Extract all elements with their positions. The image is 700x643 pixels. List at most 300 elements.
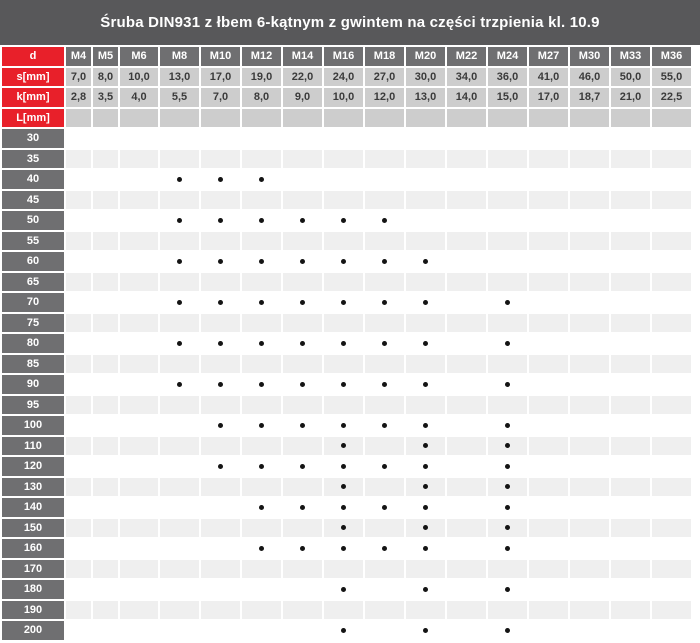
- col-header-m12: M12: [242, 47, 281, 66]
- length-row-label: 50: [2, 211, 64, 230]
- spec-value-cell: [201, 109, 240, 128]
- grid-cell-180-m8: [160, 580, 199, 599]
- grid-cell-40-m5: [93, 170, 118, 189]
- grid-cell-140-m30: [570, 498, 609, 517]
- availability-dot-marker: [423, 546, 428, 551]
- grid-cell-180-m18: [365, 580, 404, 599]
- grid-cell-190-m8: [160, 601, 199, 620]
- diameter-corner-label: d: [2, 47, 64, 66]
- availability-dot-marker: [382, 259, 387, 264]
- grid-cell-60-m6: [120, 252, 158, 271]
- grid-cell-45-m27: [529, 191, 568, 210]
- length-row-65: [2, 273, 691, 292]
- grid-cell-95-m5: [93, 396, 118, 415]
- grid-cell-110-m12: [242, 437, 281, 456]
- grid-cell-190-m12: [242, 601, 281, 620]
- grid-cell-90-m10: [201, 375, 240, 394]
- grid-cell-120-m8: [160, 457, 199, 476]
- grid-cell-85-m16: [324, 355, 363, 374]
- availability-dot-marker: [259, 382, 264, 387]
- grid-cell-130-m10: [201, 478, 240, 497]
- grid-cell-140-m24: [488, 498, 527, 517]
- availability-dot-marker: [300, 505, 305, 510]
- col-header-m4: M4: [66, 47, 91, 66]
- grid-cell-70-m33: [611, 293, 650, 312]
- availability-dot-marker: [505, 464, 510, 469]
- grid-cell-50-m20: [406, 211, 445, 230]
- grid-cell-65-m33: [611, 273, 650, 292]
- grid-cell-80-m10: [201, 334, 240, 353]
- length-row-160: [2, 539, 691, 558]
- grid-cell-150-m22: [447, 519, 486, 538]
- grid-cell-70-m30: [570, 293, 609, 312]
- grid-cell-75-m30: [570, 314, 609, 333]
- grid-cell-190-m30: [570, 601, 609, 620]
- grid-cell-45-m33: [611, 191, 650, 210]
- availability-dot-marker: [423, 300, 428, 305]
- grid-cell-110-m24: [488, 437, 527, 456]
- grid-cell-110-m16: [324, 437, 363, 456]
- grid-cell-100-m33: [611, 416, 650, 435]
- grid-cell-170-m33: [611, 560, 650, 579]
- header-row: [2, 47, 691, 66]
- grid-cell-85-m6: [120, 355, 158, 374]
- grid-cell-180-m33: [611, 580, 650, 599]
- availability-dot-marker: [259, 464, 264, 469]
- spec-value-cell: [120, 109, 158, 128]
- grid-cell-40-m12: [242, 170, 281, 189]
- length-row-70: [2, 293, 691, 312]
- spec-value-cell: [242, 109, 281, 128]
- grid-cell-140-m8: [160, 498, 199, 517]
- grid-cell-70-m4: [66, 293, 91, 312]
- grid-cell-180-m14: [283, 580, 322, 599]
- availability-dot-marker: [382, 546, 387, 551]
- grid-cell-180-m5: [93, 580, 118, 599]
- grid-cell-45-m22: [447, 191, 486, 210]
- availability-dot-marker: [505, 423, 510, 428]
- grid-cell-190-m4: [66, 601, 91, 620]
- length-row-label: 95: [2, 396, 64, 415]
- grid-cell-90-m33: [611, 375, 650, 394]
- availability-dot-marker: [259, 300, 264, 305]
- grid-cell-50-m5: [93, 211, 118, 230]
- availability-dot-marker: [341, 587, 346, 592]
- col-header-m16: M16: [324, 47, 363, 66]
- grid-cell-180-m36: [652, 580, 691, 599]
- spec-value-cell: 30,0: [406, 68, 445, 87]
- grid-cell-110-m5: [93, 437, 118, 456]
- grid-cell-30-m4: [66, 129, 91, 148]
- grid-cell-65-m36: [652, 273, 691, 292]
- spec-value-cell: [529, 109, 568, 128]
- grid-cell-70-m20: [406, 293, 445, 312]
- grid-cell-120-m24: [488, 457, 527, 476]
- grid-cell-35-m33: [611, 150, 650, 169]
- length-row-110: [2, 437, 691, 456]
- grid-cell-90-m5: [93, 375, 118, 394]
- grid-cell-55-m36: [652, 232, 691, 251]
- spec-value-cell: [488, 109, 527, 128]
- grid-cell-90-m12: [242, 375, 281, 394]
- spec-value-cell: 50,0: [611, 68, 650, 87]
- grid-cell-65-m22: [447, 273, 486, 292]
- grid-cell-30-m36: [652, 129, 691, 148]
- grid-cell-190-m18: [365, 601, 404, 620]
- grid-cell-60-m16: [324, 252, 363, 271]
- grid-cell-40-m4: [66, 170, 91, 189]
- grid-cell-160-m12: [242, 539, 281, 558]
- grid-cell-140-m5: [93, 498, 118, 517]
- grid-cell-35-m24: [488, 150, 527, 169]
- grid-cell-150-m4: [66, 519, 91, 538]
- grid-cell-200-m30: [570, 621, 609, 640]
- grid-cell-130-m27: [529, 478, 568, 497]
- grid-cell-110-m22: [447, 437, 486, 456]
- length-row-label: 60: [2, 252, 64, 271]
- length-row-60: [2, 252, 691, 271]
- grid-cell-45-m30: [570, 191, 609, 210]
- length-row-200: [2, 621, 691, 640]
- grid-cell-140-m4: [66, 498, 91, 517]
- grid-cell-40-m10: [201, 170, 240, 189]
- grid-cell-95-m10: [201, 396, 240, 415]
- grid-cell-100-m14: [283, 416, 322, 435]
- length-row-55: [2, 232, 691, 251]
- spec-value-cell: 19,0: [242, 68, 281, 87]
- grid-cell-200-m36: [652, 621, 691, 640]
- grid-cell-75-m20: [406, 314, 445, 333]
- grid-cell-60-m20: [406, 252, 445, 271]
- spec-value-cell: 17,0: [529, 88, 568, 107]
- grid-cell-30-m5: [93, 129, 118, 148]
- grid-cell-75-m24: [488, 314, 527, 333]
- availability-dot-marker: [341, 382, 346, 387]
- availability-dot-marker: [382, 423, 387, 428]
- grid-cell-100-m18: [365, 416, 404, 435]
- availability-dot-marker: [218, 300, 223, 305]
- spec-value-cell: [66, 109, 91, 128]
- grid-cell-80-m14: [283, 334, 322, 353]
- length-row-label: 90: [2, 375, 64, 394]
- grid-cell-190-m5: [93, 601, 118, 620]
- grid-cell-50-m12: [242, 211, 281, 230]
- grid-cell-120-m27: [529, 457, 568, 476]
- grid-cell-160-m33: [611, 539, 650, 558]
- grid-cell-200-m14: [283, 621, 322, 640]
- grid-cell-70-m8: [160, 293, 199, 312]
- grid-cell-75-m16: [324, 314, 363, 333]
- availability-dot-marker: [218, 464, 223, 469]
- grid-cell-110-m14: [283, 437, 322, 456]
- availability-dot-marker: [341, 525, 346, 530]
- grid-cell-55-m8: [160, 232, 199, 251]
- grid-cell-55-m18: [365, 232, 404, 251]
- length-row-label: 30: [2, 129, 64, 148]
- length-row-85: [2, 355, 691, 374]
- availability-dot-marker: [382, 464, 387, 469]
- grid-cell-75-m10: [201, 314, 240, 333]
- grid-cell-60-m5: [93, 252, 118, 271]
- grid-cell-100-m30: [570, 416, 609, 435]
- grid-cell-95-m14: [283, 396, 322, 415]
- availability-dot-marker: [341, 259, 346, 264]
- grid-cell-130-m36: [652, 478, 691, 497]
- availability-dot-marker: [300, 423, 305, 428]
- grid-cell-40-m24: [488, 170, 527, 189]
- grid-cell-60-m8: [160, 252, 199, 271]
- grid-cell-85-m10: [201, 355, 240, 374]
- length-row-120: [2, 457, 691, 476]
- spec-value-cell: [406, 109, 445, 128]
- availability-dot-marker: [423, 443, 428, 448]
- col-header-m36: M36: [652, 47, 691, 66]
- availability-dot-marker: [341, 443, 346, 448]
- grid-cell-85-m18: [365, 355, 404, 374]
- length-row-label: 70: [2, 293, 64, 312]
- grid-cell-35-m10: [201, 150, 240, 169]
- grid-cell-80-m27: [529, 334, 568, 353]
- grid-cell-110-m8: [160, 437, 199, 456]
- grid-cell-75-m12: [242, 314, 281, 333]
- availability-dot-marker: [423, 587, 428, 592]
- grid-cell-65-m8: [160, 273, 199, 292]
- grid-cell-150-m10: [201, 519, 240, 538]
- availability-dot-marker: [259, 177, 264, 182]
- grid-cell-65-m10: [201, 273, 240, 292]
- grid-cell-30-m33: [611, 129, 650, 148]
- grid-cell-120-m22: [447, 457, 486, 476]
- spec-row-label: k[mm]: [2, 88, 64, 107]
- spec-value-cell: 55,0: [652, 68, 691, 87]
- length-row-label: 100: [2, 416, 64, 435]
- grid-cell-150-m36: [652, 519, 691, 538]
- grid-cell-120-m16: [324, 457, 363, 476]
- grid-cell-190-m33: [611, 601, 650, 620]
- grid-cell-95-m22: [447, 396, 486, 415]
- col-header-m22: M22: [447, 47, 486, 66]
- grid-cell-160-m10: [201, 539, 240, 558]
- grid-cell-140-m6: [120, 498, 158, 517]
- grid-cell-190-m22: [447, 601, 486, 620]
- grid-cell-55-m14: [283, 232, 322, 251]
- grid-cell-120-m4: [66, 457, 91, 476]
- grid-cell-65-m4: [66, 273, 91, 292]
- spec-value-cell: [93, 109, 118, 128]
- availability-dot-marker: [505, 443, 510, 448]
- grid-cell-180-m24: [488, 580, 527, 599]
- grid-cell-130-m20: [406, 478, 445, 497]
- grid-cell-160-m8: [160, 539, 199, 558]
- availability-dot-marker: [505, 546, 510, 551]
- grid-cell-55-m6: [120, 232, 158, 251]
- grid-cell-170-m24: [488, 560, 527, 579]
- grid-cell-160-m20: [406, 539, 445, 558]
- spec-value-cell: 10,0: [120, 68, 158, 87]
- spec-value-cell: [652, 109, 691, 128]
- spec-row-label: s[mm]: [2, 68, 64, 87]
- length-row-30: [2, 129, 691, 148]
- grid-cell-45-m14: [283, 191, 322, 210]
- grid-cell-120-m5: [93, 457, 118, 476]
- grid-cell-190-m20: [406, 601, 445, 620]
- availability-dot-marker: [423, 423, 428, 428]
- grid-cell-200-m20: [406, 621, 445, 640]
- grid-cell-60-m24: [488, 252, 527, 271]
- grid-cell-160-m36: [652, 539, 691, 558]
- grid-cell-130-m6: [120, 478, 158, 497]
- grid-cell-85-m4: [66, 355, 91, 374]
- grid-cell-50-m30: [570, 211, 609, 230]
- length-row-75: [2, 314, 691, 333]
- grid-cell-100-m10: [201, 416, 240, 435]
- grid-cell-90-m8: [160, 375, 199, 394]
- title-bar: [0, 0, 700, 45]
- grid-cell-70-m6: [120, 293, 158, 312]
- grid-cell-60-m36: [652, 252, 691, 271]
- length-row-190: [2, 601, 691, 620]
- grid-cell-170-m36: [652, 560, 691, 579]
- grid-cell-55-m5: [93, 232, 118, 251]
- grid-cell-45-m4: [66, 191, 91, 210]
- grid-cell-160-m22: [447, 539, 486, 558]
- spec-value-cell: 22,0: [283, 68, 322, 87]
- length-row-label: 120: [2, 457, 64, 476]
- grid-cell-140-m33: [611, 498, 650, 517]
- grid-cell-50-m27: [529, 211, 568, 230]
- grid-cell-140-m16: [324, 498, 363, 517]
- grid-cell-90-m20: [406, 375, 445, 394]
- grid-cell-60-m12: [242, 252, 281, 271]
- availability-dot-marker: [218, 259, 223, 264]
- spec-value-cell: [365, 109, 404, 128]
- grid-cell-170-m6: [120, 560, 158, 579]
- availability-dot-marker: [382, 505, 387, 510]
- grid-cell-45-m5: [93, 191, 118, 210]
- grid-cell-180-m27: [529, 580, 568, 599]
- grid-cell-100-m27: [529, 416, 568, 435]
- grid-cell-190-m24: [488, 601, 527, 620]
- grid-cell-150-m12: [242, 519, 281, 538]
- grid-cell-140-m27: [529, 498, 568, 517]
- length-row-170: [2, 560, 691, 579]
- grid-cell-120-m30: [570, 457, 609, 476]
- grid-cell-55-m16: [324, 232, 363, 251]
- length-row-label: 180: [2, 580, 64, 599]
- grid-cell-75-m6: [120, 314, 158, 333]
- grid-cell-55-m12: [242, 232, 281, 251]
- length-row-label: 35: [2, 150, 64, 169]
- availability-dot-marker: [423, 464, 428, 469]
- availability-dot-marker: [505, 525, 510, 530]
- availability-dot-marker: [341, 464, 346, 469]
- grid-cell-40-m8: [160, 170, 199, 189]
- grid-cell-170-m16: [324, 560, 363, 579]
- availability-dot-marker: [423, 259, 428, 264]
- grid-cell-85-m24: [488, 355, 527, 374]
- availability-dot-marker: [300, 464, 305, 469]
- grid-cell-45-m24: [488, 191, 527, 210]
- grid-cell-30-m6: [120, 129, 158, 148]
- availability-dot-marker: [505, 587, 510, 592]
- grid-cell-85-m33: [611, 355, 650, 374]
- grid-cell-70-m24: [488, 293, 527, 312]
- grid-cell-85-m27: [529, 355, 568, 374]
- grid-cell-130-m14: [283, 478, 322, 497]
- grid-cell-50-m33: [611, 211, 650, 230]
- din-table-body: [2, 47, 691, 640]
- grid-cell-180-m10: [201, 580, 240, 599]
- grid-cell-120-m18: [365, 457, 404, 476]
- availability-dot-marker: [423, 505, 428, 510]
- grid-cell-85-m36: [652, 355, 691, 374]
- grid-cell-35-m4: [66, 150, 91, 169]
- spec-value-cell: 21,0: [611, 88, 650, 107]
- grid-cell-150-m30: [570, 519, 609, 538]
- grid-cell-40-m20: [406, 170, 445, 189]
- grid-cell-35-m5: [93, 150, 118, 169]
- grid-cell-100-m20: [406, 416, 445, 435]
- grid-cell-65-m6: [120, 273, 158, 292]
- spec-value-cell: 18,7: [570, 88, 609, 107]
- grid-cell-140-m20: [406, 498, 445, 517]
- grid-cell-100-m16: [324, 416, 363, 435]
- grid-cell-140-m14: [283, 498, 322, 517]
- grid-cell-85-m20: [406, 355, 445, 374]
- grid-cell-75-m5: [93, 314, 118, 333]
- grid-cell-150-m20: [406, 519, 445, 538]
- length-row-label: 80: [2, 334, 64, 353]
- availability-dot-marker: [259, 259, 264, 264]
- availability-dot-marker: [218, 177, 223, 182]
- grid-cell-90-m22: [447, 375, 486, 394]
- grid-cell-90-m6: [120, 375, 158, 394]
- availability-dot-marker: [341, 341, 346, 346]
- grid-cell-140-m22: [447, 498, 486, 517]
- grid-cell-50-m8: [160, 211, 199, 230]
- grid-cell-95-m24: [488, 396, 527, 415]
- grid-cell-50-m10: [201, 211, 240, 230]
- grid-cell-170-m10: [201, 560, 240, 579]
- grid-cell-150-m6: [120, 519, 158, 538]
- spec-value-cell: [324, 109, 363, 128]
- col-header-m27: M27: [529, 47, 568, 66]
- availability-dot-marker: [341, 300, 346, 305]
- grid-cell-35-m6: [120, 150, 158, 169]
- grid-cell-150-m8: [160, 519, 199, 538]
- grid-cell-130-m4: [66, 478, 91, 497]
- grid-cell-30-m14: [283, 129, 322, 148]
- spec-value-cell: 7,0: [66, 68, 91, 87]
- grid-cell-45-m36: [652, 191, 691, 210]
- grid-cell-130-m16: [324, 478, 363, 497]
- grid-cell-65-m16: [324, 273, 363, 292]
- availability-dot-marker: [177, 382, 182, 387]
- grid-cell-200-m6: [120, 621, 158, 640]
- grid-cell-80-m18: [365, 334, 404, 353]
- grid-cell-120-m20: [406, 457, 445, 476]
- spec-value-cell: 46,0: [570, 68, 609, 87]
- availability-dot-marker: [341, 218, 346, 223]
- length-row-180: [2, 580, 691, 599]
- spec-value-cell: [570, 109, 609, 128]
- spec-value-cell: 12,0: [365, 88, 404, 107]
- spec-row-label: L[mm]: [2, 109, 64, 128]
- grid-cell-35-m14: [283, 150, 322, 169]
- grid-cell-150-m16: [324, 519, 363, 538]
- spec-value-cell: 3,5: [93, 88, 118, 107]
- grid-cell-160-m27: [529, 539, 568, 558]
